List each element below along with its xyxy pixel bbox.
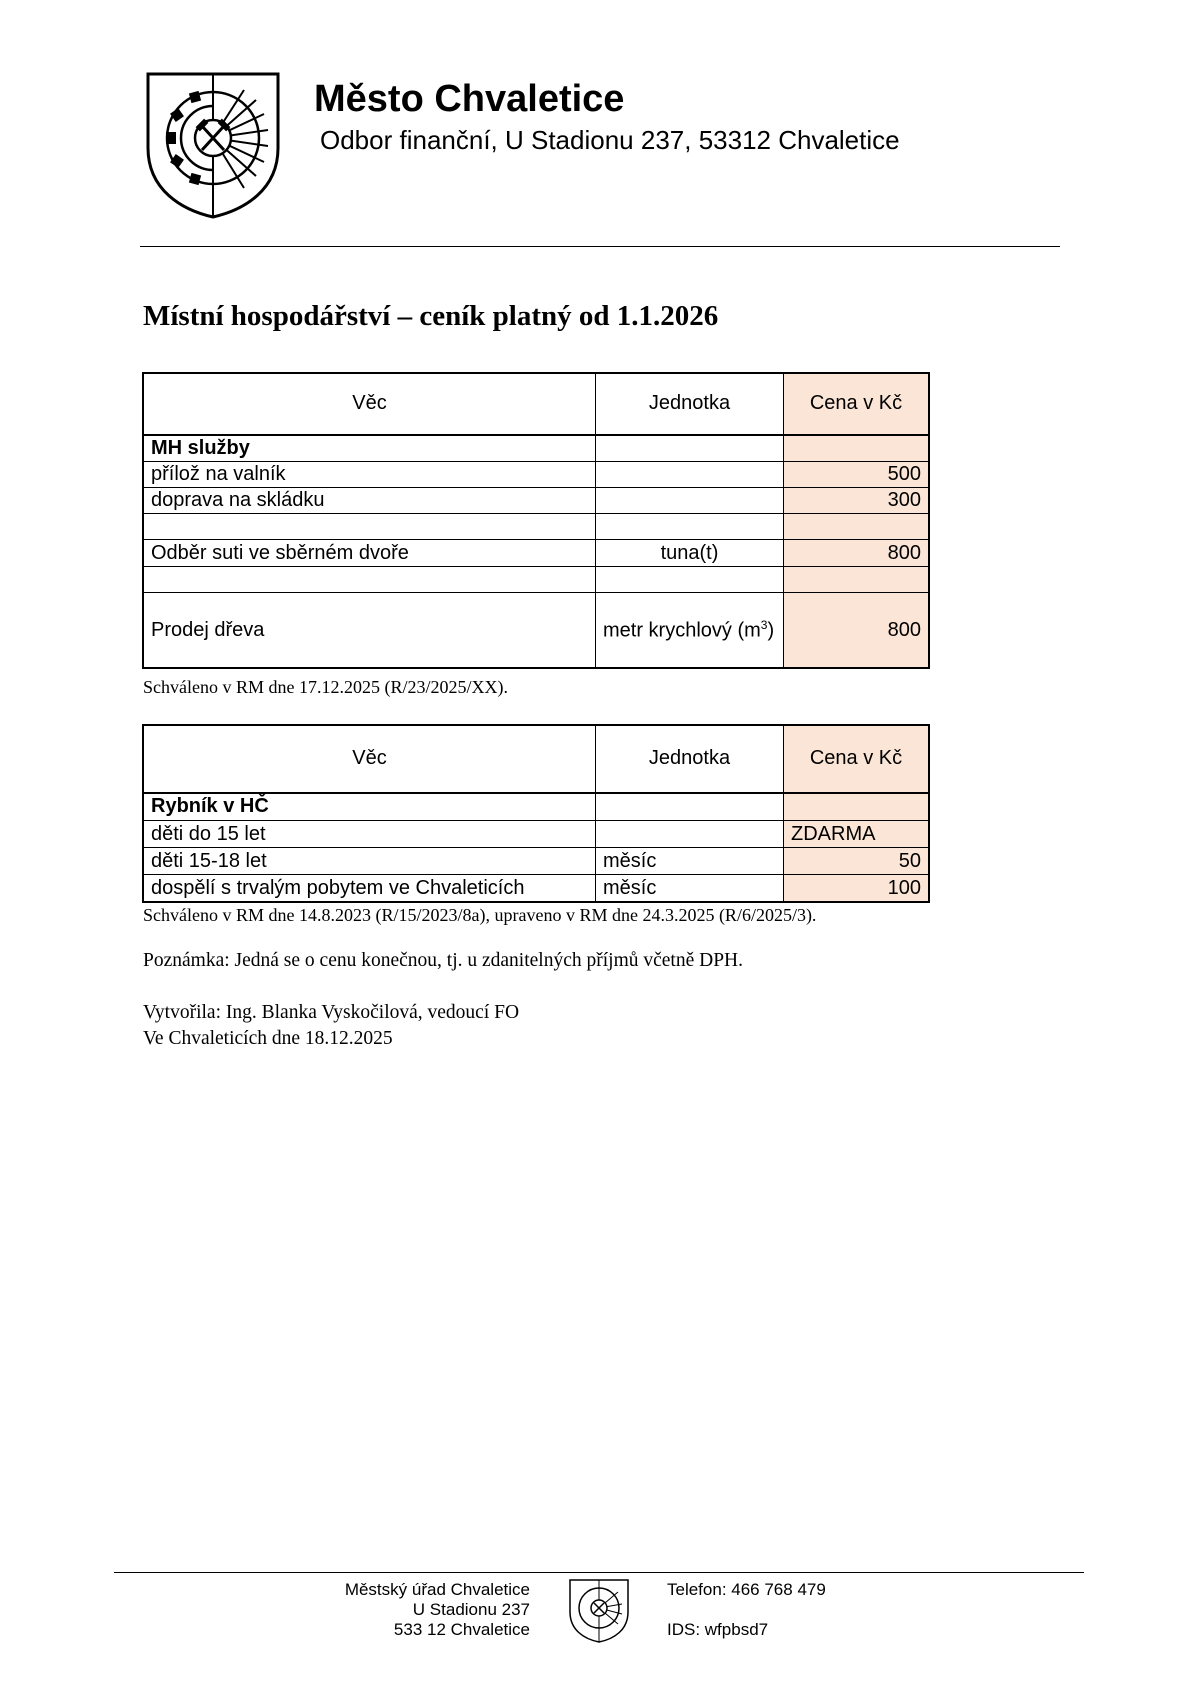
unit-cell [596,462,784,488]
column-header-item: Věc [144,726,596,793]
unit-text-close: ) [767,619,775,642]
approval-note: Schváleno v RM dne 14.8.2023 (R/15/2023/8a), upraveno v RM dne 24.3.2025 (R/6/2025/3). [143,905,817,925]
price-cell: 800 [784,540,929,567]
table-group-row [144,435,929,462]
table-row [144,514,929,540]
table-cell [784,793,929,821]
unit-cell [596,821,784,848]
table-cell [784,435,929,462]
table-row [144,567,929,593]
item-cell: Prodej dřeva [144,593,596,668]
column-header-item: Věc [144,374,596,435]
header-divider [140,246,1060,247]
item-cell: děti do 15 let [144,821,596,848]
table-row [144,593,929,668]
unit-cell: měsíc [596,875,784,902]
table-header-row [144,374,929,435]
item-cell: doprava na skládku [144,488,596,514]
table-cell [596,793,784,821]
table-row [144,821,929,848]
price-table-pond [143,725,929,902]
column-header-unit: Jednotka [596,726,784,793]
footer-street: U Stadionu 237 [412,1600,530,1619]
approval-note: Schváleno v RM dne 17.12.2025 (R/23/2025/XX). [143,677,508,697]
column-header-unit: Jednotka [596,374,784,435]
unit-cell [596,514,784,540]
footer-crest-icon [568,1578,630,1644]
created-place-date: Ve Chvaleticích dne 18.12.2025 [143,1028,393,1049]
footer-spacer [667,1600,826,1620]
footer-phone: Telefon: 466 768 479 [667,1580,826,1599]
price-table-mh-services [143,373,929,668]
price-cell: 800 [784,593,929,668]
price-note: Poznámka: Jedná se o cenu konečnou, tj. u zdanitelných příjmů včetně DPH. [143,950,744,971]
item-cell: Odběr suti ve sběrném dvoře [144,540,596,567]
group-label: MH služby [144,435,596,462]
org-name: Město Chvaletice [314,78,625,120]
footer-office: Městský úřad Chvaletice [344,1580,530,1599]
unit-cell: měsíc [596,848,784,875]
item-cell: přílož na valník [144,462,596,488]
footer-contacts [667,1580,826,1640]
table-row [144,488,929,514]
footer-address [300,1580,530,1640]
table-row [144,540,929,567]
unit-text: metr krychlový (m [603,619,761,642]
price-cell: 300 [784,488,929,514]
price-cell: 100 [784,875,929,902]
price-cell [784,567,929,593]
price-cell: 50 [784,848,929,875]
table-row [144,875,929,902]
group-label: Rybník v HČ [144,793,596,821]
created-by: Vytvořila: Ing. Blanka Vyskočilová, vedoucí FO [143,1002,520,1023]
unit-superscript: 3 [760,617,768,632]
table-row [144,462,929,488]
table-group-row [144,793,929,821]
item-cell [144,567,596,593]
page-title: Místní hospodářství – ceník platný od 1.1.2026 [143,300,719,332]
column-header-price: Cena v Kč [784,374,929,435]
item-cell [144,514,596,540]
price-cell [784,514,929,540]
org-address: Odbor finanční, U Stadionu 237, 53312 Chvaletice [320,125,900,155]
price-cell: ZDARMA [784,821,929,848]
table-cell [596,435,784,462]
unit-cell [596,593,784,668]
footer-ids: IDS: wfpbsd7 [667,1620,769,1639]
town-crest-icon [144,70,282,220]
table-header-row [144,726,929,793]
unit-cell [596,488,784,514]
footer-divider [114,1572,1084,1573]
footer-city: 533 12 Chvaletice [393,1620,530,1639]
table-row [144,848,929,875]
price-cell: 500 [784,462,929,488]
item-cell: děti 15-18 let [144,848,596,875]
unit-cell [596,567,784,593]
unit-cell: tuna(t) [596,540,784,567]
item-cell: dospělí s trvalým pobytem ve Chvaleticích [144,875,596,902]
column-header-price: Cena v Kč [784,726,929,793]
